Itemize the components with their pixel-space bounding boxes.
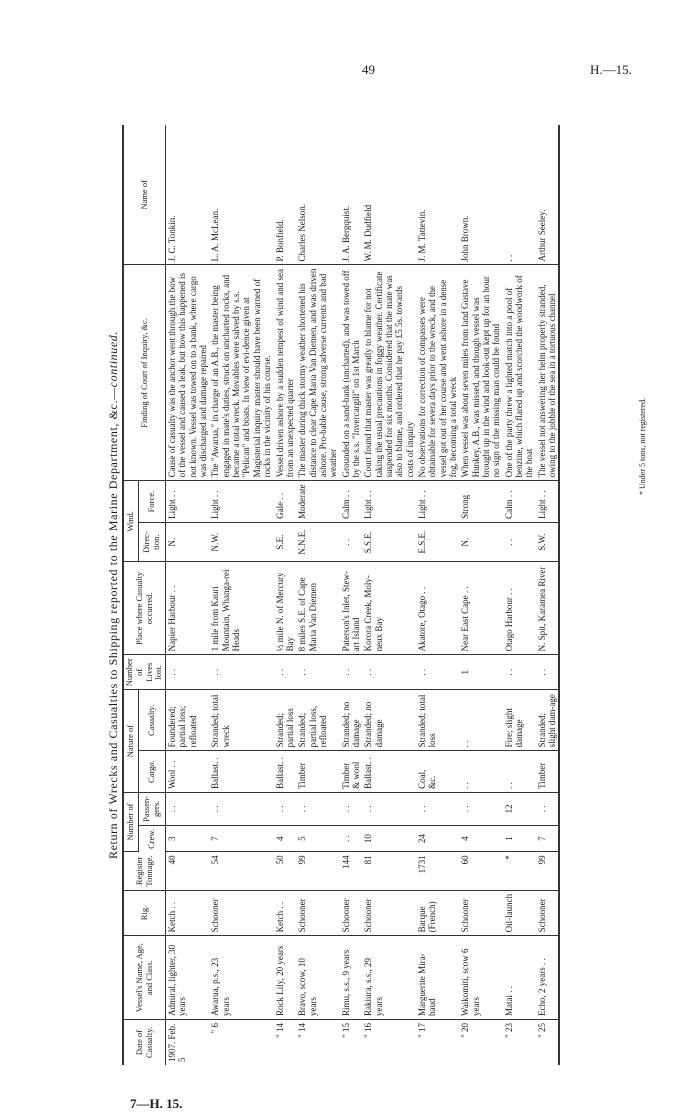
table-row [166,125,210,1065]
cell-vessel: Rakiura, s.s., 29 years [362,936,416,1020]
cell-passengers: . . [362,792,416,825]
cell-direction: S.E. [274,522,297,562]
cell-date: 1907. Feb. 5 [167,1023,188,1062]
cell-force: Light . . [209,481,273,522]
cell-passengers: . . [536,792,560,825]
cell-place: Near East Cape . . [459,562,502,655]
cell-crew: 7 [536,825,560,851]
cell-force: Light . . [536,481,560,522]
title-main: Return of Wrecks and Casualties to Shipping reported to the Marine Department, &c.— [106,387,120,859]
cell-crew: 7 [209,825,273,851]
cell-force: Strong [459,481,502,522]
cell-casualty: Foundered; partial loss; refloated [166,690,210,751]
cell-name: Charles Nelson. [296,125,339,265]
cell-tonnage: 81 [362,852,416,890]
cell-tonnage: 99 [296,852,339,890]
cell-direction: N. [459,522,502,562]
cell-passengers: . . [166,792,210,825]
col-name-of: Name of [123,125,166,265]
cell-lives-lost: . . [340,655,363,690]
cell-cargo: Ballast. . [274,751,297,793]
cell-lives-lost: . . [296,655,339,690]
cell-name: J. C. Tonkin. [166,125,210,265]
cell-casualty: Stranded; partial loss, refloated [296,690,339,751]
cell-crew: 4 [459,825,502,851]
cell-force: Calm . . [503,481,536,522]
cell-name: J. M. Tattevin. [416,125,459,265]
cell-vessel: Rock Lily, 20 years [274,936,297,1020]
cell-cargo: Timber [296,751,339,793]
cell-tonnage: 50 [274,852,297,890]
cell-finding: Vessel driven ashore by a sudden tempest of wind and sea from an unexpected quarter [274,265,297,481]
cell-name: J. A. Bergquist. [340,125,363,265]
cell-finding: No observations for correction of compasses were obtainable for severa days prior to the wreck, and the vessel got out of her course and went ashore in a dense fog, becoming a total wreck [416,265,459,481]
table-row [209,125,273,1065]
cell-tonnage: 99 [536,852,560,890]
cell-direction: . . [340,522,363,562]
table-row [536,125,560,1065]
cell-force: Light . . [416,481,459,522]
cell-passengers: . . [459,792,502,825]
page-number: 49 [362,62,375,77]
cell-cargo: . . [459,751,502,793]
cell-date: " 25 [536,1020,560,1066]
cell-cargo: Timber & wool [340,751,363,793]
cell-finding: The master during thick stormy weather shortened his distance to clear Cape Maria Van Diemen, and was driven ashore. Pro-bable cause, strong adverse currents and bad weather [296,265,339,481]
cell-direction: N.W. [209,522,273,562]
cell-casualty: Stranded; slight dam-age [536,690,560,751]
cell-date: " 23 [503,1023,514,1038]
cell-direction: N.N.E. [296,522,339,562]
cell-passengers: . . [296,792,339,825]
cell-vessel: Echo, 2 years . . [536,936,560,1020]
table-row [296,125,339,1065]
cell-rig: Schooner [209,890,273,936]
cell-rig: Barque (French) [416,890,459,936]
cell-crew: 5 [296,825,339,851]
cell-passengers: . . [416,792,459,825]
col-number-of: Number of [123,792,139,851]
col-rig: Rig. [123,890,166,936]
cell-name: . . [503,125,536,265]
cell-lives-lost: . . [362,655,416,690]
cell-crew: 24 [416,825,459,851]
cell-rig: Oil-launch [503,890,536,936]
col-lives-lost: Number of Lives lost. [123,655,166,690]
cell-cargo: Timber [536,751,560,793]
col-place: Place where Casualty occurred. [123,562,166,655]
wrecks-table [122,125,560,1065]
cell-lives-lost: . . [536,655,560,690]
cell-cargo: Wool . . [166,751,210,793]
cell-finding: Grounded on a sand-bank (uncharted), and was towed off by the s.s. "Invercargill" on 1st March [340,265,363,481]
cell-finding: One of the party threw a lighted match into a pool of benzine, which flared up and scorched the woodwork of the boat [503,265,536,481]
cell-crew: 10 [362,825,416,851]
cell-date: " 14 [297,1023,308,1038]
cell-place: ½ mile N. of Mercury Bay [274,562,297,655]
cell-finding: When vessel was about seven miles from land Gustave Hunkey, A.B., was missed, and though vessel was brought up in the wind and look-out kept up for an hour no sign of the missing man could be found [459,265,502,481]
cell-name: Arthur Seeley. [536,125,560,265]
cell-place: Akatore, Otago . . [416,562,459,655]
cell-force: Light . . [362,481,416,522]
cell-finding: The vessel not answering her helm properly stranded, owing to the jobble of the sea in a tortuous channel [536,265,560,481]
col-wind: Wind. [123,481,139,562]
table-row [503,125,536,1065]
cell-finding: The "Awarua," in charge of an A.B., the master being engaged in mate's duties, struck on uncharted rocks, and became a total wreck. Movables were salved by s.s. "Pelican" and boats. In view of evi-dence given at Magisterial inquiry master should have been warned of rocks in the vicinity of his course. [209,265,273,481]
cell-casualty: Stranded; total loss [416,690,459,751]
cell-name: W. M. Dudfield [362,125,416,265]
cell-casualty: . . [459,690,502,751]
cell-tonnage: 60 [459,852,502,890]
col-tonnage: Register Tonnage. [123,852,166,890]
table-row [416,125,459,1065]
cell-direction: E.S.E. [416,522,459,562]
cell-crew: 3 [166,825,210,851]
cell-crew: . . [340,825,363,851]
cell-lives-lost: . . [209,655,273,690]
cell-cargo: Coal, &c. [416,751,459,793]
cell-tonnage: 144 [340,852,363,890]
cell-force: Light . . [166,481,210,522]
cell-place: Paterson's Inlet, Stew-art Island [340,562,363,655]
col-cargo: Cargo. [139,751,166,793]
col-passengers: Passen-gers. [139,792,166,825]
col-crew: Crew. [139,825,166,851]
cell-crew: 4 [274,825,297,851]
rotated-table-page [100,95,660,1085]
cell-casualty: Stranded; no damage [362,690,416,751]
cell-rig: Schooner [362,890,416,936]
cell-vessel: Bravo, scow, 10 years [296,936,339,1020]
col-force: Force. [139,481,166,522]
cell-direction: S.S.E. [362,522,416,562]
cell-tonnage: * [503,852,536,890]
cell-vessel: Rimu, s.s., 9 years [340,936,363,1020]
cell-lives-lost: . . [166,655,210,690]
cell-rig: Schooner [340,890,363,936]
col-vessel: Vessel's Name, Age, and Class. [123,936,166,1020]
cell-passengers: . . [274,792,297,825]
cell-date: " 14 [274,1023,285,1038]
cell-vessel: Waikomiti, scow 6 years [459,936,502,1020]
cell-cargo: . . [503,751,536,793]
cell-tonnage: 1731 [416,852,459,890]
cell-finding: Cause of casualty was the anchor went through the bow of the vessel and caused a leak, but how this happened is not known. Vessel was towed on to a bank, where cargo was discharged and damage repaired [166,265,210,481]
cell-force: Moderate [296,481,339,522]
table-row [340,125,363,1065]
cell-passengers: . . [209,792,273,825]
cell-vessel: Matai . . [503,936,536,1020]
cell-direction: . . [503,522,536,562]
cell-passengers: 12 [503,792,536,825]
cell-name: John Brown. [459,125,502,265]
cell-date: " 6 [210,1023,221,1034]
cell-rig: Schooner [459,890,502,936]
col-finding: Finding of Court of Inquiry, &c. [123,265,166,481]
cell-lives-lost: . . [274,655,297,690]
cell-casualty: Stranded; partial loss [274,690,297,751]
cell-rig: Schooner [296,890,339,936]
title-suffix: continued. [106,331,120,388]
cell-force: Gale . . [274,481,297,522]
table-row [274,125,297,1065]
cell-rig: Ketch . . [274,890,297,936]
document-reference: H.—15. [590,62,632,77]
cell-lives-lost: 1 [459,655,502,690]
cell-place: N. Spit, Karamea River [536,562,560,655]
cell-cargo: Ballast. . [209,751,273,793]
col-casualty: Casualty. [139,690,166,751]
cell-date: " 17 [416,1023,427,1038]
cell-place: 8 miles S.E. of Cape Maria Van Diemen [296,562,339,655]
cell-direction: N. [166,522,210,562]
cell-rig: Ketch . . [166,890,210,936]
cell-name: L. A. McLean. [209,125,273,265]
cell-lives-lost: . . [416,655,459,690]
cell-casualty: Fire; slight damage [503,690,536,751]
cell-place: Korora Creek, Moly-neux Bay [362,562,416,655]
cell-cargo: Ballast. . [362,751,416,793]
cell-name: P. Bonfield. [274,125,297,265]
cell-rig: Schooner [536,890,560,936]
cell-vessel: Awarua, p.s., 23 years [209,936,273,1020]
cell-vessel: Admiral, lighter, 30 years [166,936,210,1020]
cell-passengers: . . [340,792,363,825]
page-footer-reference: 7—H. 15. [130,1096,183,1111]
footnote: * Under 5 tons, not registered. [638,397,647,495]
cell-lives-lost: . . [503,655,536,690]
cell-vessel: Marguerite Mira-baud [416,936,459,1020]
cell-place: Napier Harbour . . [166,562,210,655]
cell-tonnage: 40 [166,852,210,890]
cell-date: " 20 [460,1023,471,1038]
cell-casualty: Stranded; total wreck [209,690,273,751]
cell-date: " 16 [363,1023,374,1038]
cell-casualty: Stranded; no damage [340,690,363,751]
col-direction: Direc-tion. [139,522,166,562]
cell-force: Calm . . [340,481,363,522]
cell-place: 1 mile from Kauri Mountain, Whanga-rei Heads [209,562,273,655]
cell-finding: Court found that master was greatly to blame for not taking the usual precautions in foggy weather. Certificate suspended for six months. Considered that the mate was also to blame, and ordered that he pay £5 5s. towards costs of inquiry [362,265,416,481]
cell-date: " 15 [340,1023,351,1038]
col-nature-of: Nature of [123,690,139,793]
table-title [106,125,121,1065]
col-date: Date of Casualty. [123,1020,166,1066]
cell-tonnage: 54 [209,852,273,890]
table-row [459,125,502,1065]
table-row [362,125,416,1065]
cell-direction: S.W. [536,522,560,562]
cell-crew: 1 [503,825,536,851]
cell-place: Otago Harbour . . [503,562,536,655]
